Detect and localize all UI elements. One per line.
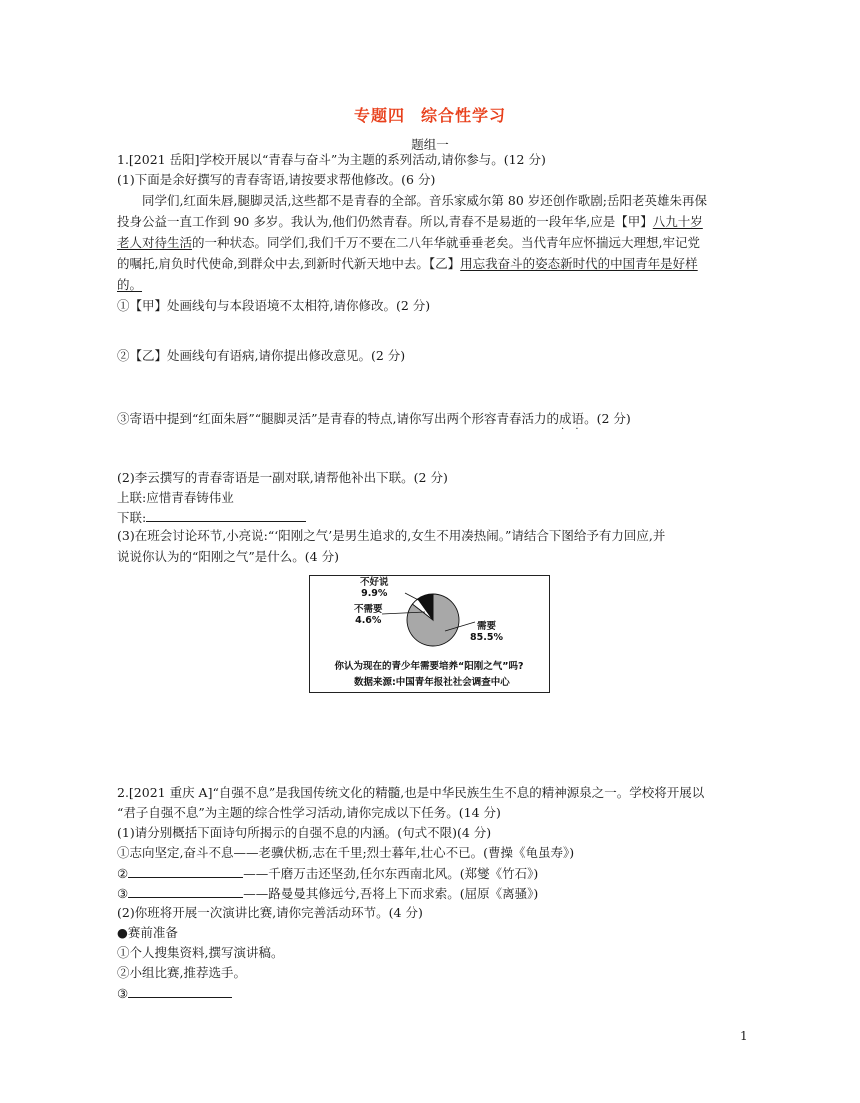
label-no-name: 不需要 bbox=[354, 604, 383, 615]
pie-chart bbox=[310, 576, 548, 691]
q2-line2 bbox=[117, 865, 538, 882]
pie-chart-figure bbox=[309, 575, 550, 693]
q2-head-line2: “君子自强不息”为主题的综合性学习活动,请你完成以下任务。(14 分) bbox=[117, 805, 501, 820]
q1-para-line5 bbox=[117, 277, 142, 293]
label-unsure-value: 9.9% bbox=[361, 588, 388, 599]
label-yes bbox=[470, 621, 503, 643]
q1-sub2-head: (2)李云撰写的青春寄语是一副对联,请帮他补出下联。(2 分) bbox=[117, 470, 448, 485]
q2-line3-text: ——路曼曼其修远兮,吾将上下而求索。(屈原《离骚》) bbox=[243, 886, 539, 901]
couplet-lower-label: 下联: bbox=[117, 510, 147, 525]
q2-line1: ①志向坚定,奋斗不息——老骥伏枥,志在千里;烈士暮年,壮心不已。(曹操《龟虽寿》) bbox=[117, 845, 575, 860]
q1-underline-yi-part1: 用忘我奋斗的姿态新时代的中国青年是好样 bbox=[460, 256, 698, 271]
couplet-lower-blank[interactable] bbox=[146, 509, 306, 522]
q2-step3-blank[interactable] bbox=[128, 985, 232, 998]
q1-item3-text: ③寄语中提到“红面朱唇”“腿脚灵活”是青春的特点,请你写出两个形容青春活力的 bbox=[117, 411, 560, 426]
q1-para-line4 bbox=[117, 256, 698, 272]
q2-sub2-head: (2)你班将开展一次演讲比赛,请你完善活动环节。(4 分) bbox=[117, 905, 423, 920]
q1-para-line1: 同学们,红面朱唇,腿脚灵活,这些都不是青春的全部。音乐家威尔第 80 岁还创作歌剧;岳阳老英雄朱再保 bbox=[142, 193, 707, 208]
q2-head-line1: 2.[2021 重庆 A]“自强不息”是我国传统文化的精髓,也是中华民族生生不息的精神源泉之一。学校将开展以 bbox=[117, 785, 705, 800]
label-no-value: 4.6% bbox=[355, 615, 382, 626]
title-part1: 专题四 bbox=[353, 106, 405, 125]
title-part2: 综合性学习 bbox=[421, 106, 507, 125]
q1-underline-jia-part2: 老人对待生活 bbox=[117, 235, 193, 250]
q1-sub3-line2: 说说你认为的“阳刚之气”是什么。(4 分) bbox=[117, 549, 339, 564]
label-yes-value: 85.5% bbox=[470, 632, 503, 643]
couplet-lower bbox=[117, 509, 306, 526]
q1-para-text: 投身公益一直工作到 90 多岁。我认为,他们仍然青春。所以,青春不是易逝的一段年华,应是【甲】 bbox=[117, 214, 653, 229]
q1-item3-score: 。(2 分) bbox=[584, 411, 631, 426]
chart-source: 数据来源:中国青年报社社会调查中心 bbox=[354, 677, 510, 688]
label-unsure-name: 不好说 bbox=[360, 577, 389, 588]
q1-item2: ②【乙】处画线句有语病,请你提出修改意见。(2 分) bbox=[117, 348, 406, 363]
label-no bbox=[354, 604, 383, 626]
q1-sub3-line1: (3)在班会讨论环节,小亮说:“‘阳刚之气’是男生追求的,女生不用凑热闹。”请结合下图给予有力回应,并 bbox=[117, 528, 666, 543]
q1-para-text: 的一种状态。同学们,我们千万不要在二八年华就垂垂老矣。当代青年应怀揣远大理想,牢记党 bbox=[192, 235, 700, 250]
q1-sub1-head: (1)下面是余好撰写的青春寄语,请按要求帮他修改。(6 分) bbox=[117, 172, 436, 187]
q1-item3 bbox=[117, 411, 631, 427]
q1-underline-yi-part2: 的。 bbox=[117, 277, 143, 292]
page-title bbox=[0, 103, 860, 126]
label-unsure bbox=[360, 577, 389, 599]
q2-bullet: ●赛前准备 bbox=[117, 925, 178, 940]
q2-step1: ①个人搜集资料,撰写演讲稿。 bbox=[117, 945, 284, 960]
q1-item1: ①【甲】处画线句与本段语境不太相符,请你修改。(2 分) bbox=[117, 298, 431, 313]
q2-step3-num: ③ bbox=[117, 986, 129, 1001]
q2-sub1-head: (1)请分别概括下面诗句所揭示的自强不息的内涵。(句式不限)(4 分) bbox=[117, 825, 492, 840]
q1-para-line3 bbox=[117, 235, 700, 251]
q1-para-text: 的嘱托,肩负时代使命,到群众中去,到新时代新天地中去。【乙】 bbox=[117, 256, 461, 271]
q2-step3 bbox=[117, 985, 232, 1002]
couplet-upper: 上联:应惜青春铸伟业 bbox=[117, 490, 234, 505]
chart-title: 你认为现在的青少年需要培养“阳刚之气”吗? bbox=[334, 661, 524, 672]
q1-underline-jia-part1: 八九十岁 bbox=[652, 214, 703, 229]
q1-head: 1.[2021 岳阳]学校开展以“青春与奋斗”为主题的系列活动,请你参与。(12 分) bbox=[117, 152, 546, 167]
page-number: 1 bbox=[740, 1029, 748, 1043]
q2-line2-num: ② bbox=[117, 866, 129, 881]
q1-para-line2 bbox=[117, 214, 703, 230]
q2-line3-num: ③ bbox=[117, 886, 129, 901]
q2-line3 bbox=[117, 885, 538, 902]
q2-line2-blank[interactable] bbox=[128, 865, 243, 878]
group-label: 题组一 bbox=[411, 137, 449, 152]
q2-step2: ②小组比赛,推荐选手。 bbox=[117, 965, 246, 980]
q1-item3-emphasis: 成语 · · bbox=[559, 411, 584, 426]
q2-line2-text: ——千磨万击还坚劲,任尔东西南北风。(郑燮《竹石》) bbox=[243, 866, 539, 881]
q2-line3-blank[interactable] bbox=[128, 885, 243, 898]
label-yes-name: 需要 bbox=[476, 621, 496, 632]
